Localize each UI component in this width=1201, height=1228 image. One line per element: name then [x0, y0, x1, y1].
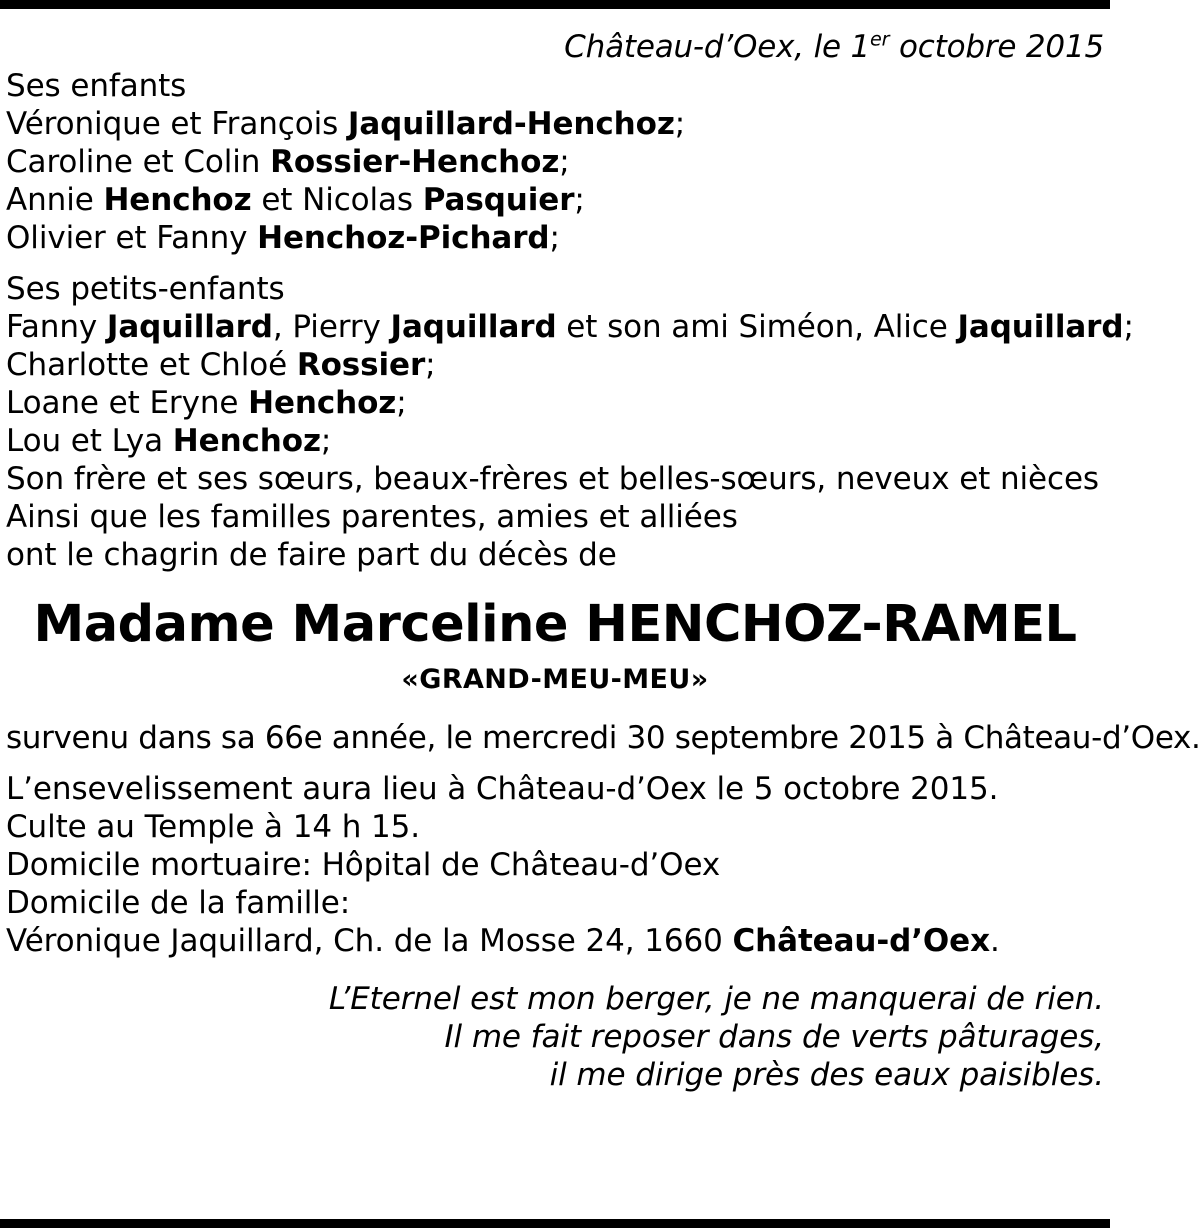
gc-1-b-surname: Jaquillard	[390, 309, 557, 345]
relatives-line: Son frère et ses sœurs, beaux-frères et belles-sœurs, neveux et nièces	[6, 461, 1099, 497]
child-2-post: ;	[559, 144, 570, 180]
verse-line-2: Il me fait reposer dans de verts pâturages,	[444, 1019, 1104, 1055]
child-3-pre: Annie	[6, 182, 104, 218]
deceased-nickname: «GRAND-MEU-MEU»	[401, 664, 709, 695]
child-4-post: ;	[549, 220, 560, 256]
child-2-pre: Caroline et Colin	[6, 144, 271, 180]
gc-3-post: ;	[396, 385, 407, 421]
gc-1-b: , Pierry	[272, 309, 391, 345]
funeral-details	[6, 770, 1104, 960]
dateline-place-date: Château-d’Oex, le 1	[564, 29, 871, 65]
child-2-surname: Rossier-Henchoz	[270, 144, 560, 180]
service-line: Culte au Temple à 14 h 15.	[6, 809, 420, 845]
deceased-name: Madame Marceline HENCHOZ-RAMEL	[33, 595, 1077, 654]
family-address-pre: Véronique Jaquillard, Ch. de la Mosse 24, 1660	[6, 923, 733, 959]
grandchild-line-3	[6, 384, 1104, 422]
family-address-post: .	[990, 923, 1000, 959]
child-line-4	[6, 219, 1104, 257]
dateline-ordinal: er	[870, 27, 890, 51]
grandchildren-section	[6, 270, 1134, 574]
gc-1-a-surname: Jaquillard	[106, 309, 273, 345]
grandchild-line-1	[6, 308, 1134, 346]
children-heading: Ses enfants	[6, 68, 187, 104]
child-1-surname: Jaquillard-Henchoz	[347, 106, 675, 142]
child-line-2	[6, 143, 1104, 181]
deceased-block	[6, 596, 1104, 698]
mortuary-line: Domicile mortuaire: Hôpital de Château-d’Oex	[6, 847, 721, 883]
child-4-pre: Olivier et Fanny	[6, 220, 258, 256]
section-gap	[6, 257, 1104, 270]
gc-1-d: ;	[1123, 309, 1134, 345]
family-address-label: Domicile de la famille:	[6, 885, 351, 921]
death-details-line: survenu dans sa 66e année, le mercredi 30 septembre 2015 à Château-d’Oex.	[6, 720, 1201, 756]
verse-line-3: il me dirige près des eaux paisibles.	[549, 1057, 1104, 1093]
children-section	[6, 67, 1104, 257]
gc-2-pre: Charlotte et Chloé	[6, 347, 297, 383]
child-4-surname: Henchoz-Pichard	[257, 220, 550, 256]
child-3-mid: et Nicolas	[251, 182, 423, 218]
child-1-post: ;	[674, 106, 686, 142]
grandchild-line-2	[6, 346, 1104, 384]
gc-2-surname: Rossier	[296, 347, 426, 383]
child-line-3	[6, 181, 1104, 219]
child-3-post: ;	[574, 182, 585, 218]
families-line: Ainsi que les familles parentes, amies et alliées	[6, 499, 738, 535]
family-address-line	[6, 922, 1104, 960]
child-1-pre: Véronique et François	[6, 106, 348, 142]
notice-inner	[6, 9, 1201, 1219]
dateline-date-suffix: octobre 2015	[889, 29, 1104, 65]
scripture-verse	[6, 980, 1104, 1094]
child-3-surname: Henchoz	[103, 182, 252, 218]
grandchild-line-4	[6, 422, 1104, 460]
child-line-1	[6, 105, 1104, 143]
gc-3-pre: Loane et Eryne	[6, 385, 249, 421]
dateline	[6, 9, 1104, 67]
gc-1-a: Fanny	[6, 309, 107, 345]
gc-4-surname: Henchoz	[172, 423, 321, 459]
burial-line: L’ensevelissement aura lieu à Château-d’Oex le 5 octobre 2015.	[6, 771, 999, 807]
gc-2-post: ;	[425, 347, 436, 383]
gc-1-c: et son ami Siméon, Alice	[556, 309, 958, 345]
gc-4-pre: Lou et Lya	[6, 423, 173, 459]
gc-3-surname: Henchoz	[248, 385, 397, 421]
child-3-surname-2: Pasquier	[422, 182, 575, 218]
gc-1-c-surname: Jaquillard	[957, 309, 1124, 345]
grandchildren-heading: Ses petits-enfants	[6, 271, 285, 307]
announcement-line: ont le chagrin de faire part du décès de	[6, 537, 617, 573]
gc-4-post: ;	[320, 423, 332, 459]
family-address-city: Château-d’Oex	[732, 923, 990, 959]
verse-line-1: L’Eternel est mon berger, je ne manquerai de rien.	[328, 981, 1104, 1017]
